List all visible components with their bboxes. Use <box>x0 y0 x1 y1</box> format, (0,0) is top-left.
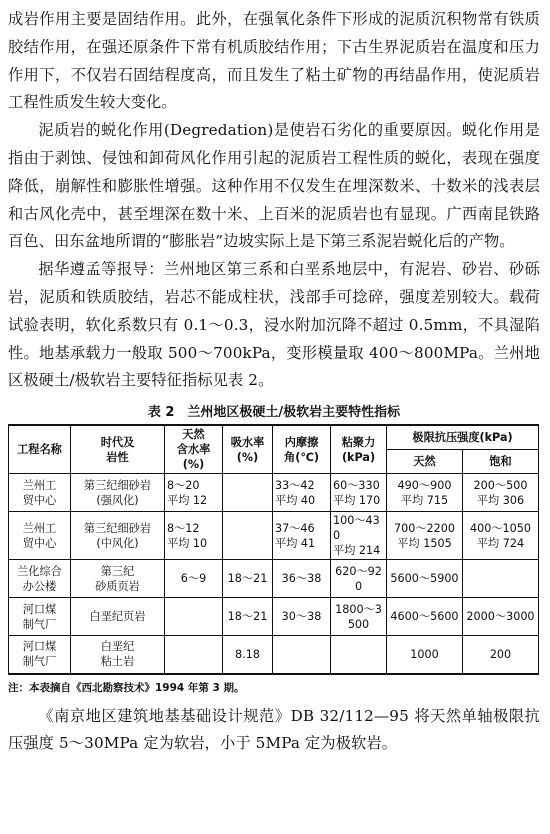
cell-text: 33～42 <box>275 478 315 492</box>
cell-text: 砂质页岩 <box>95 579 140 593</box>
cell-natural <box>387 560 463 598</box>
cell-text: (强风化) <box>96 493 139 507</box>
cell-text: 兰州工 <box>22 521 57 535</box>
cell-text: 平均 41 <box>275 536 316 550</box>
cell-cohesion <box>331 560 387 598</box>
cell-moisture <box>165 598 223 636</box>
paragraph-nanjing-code: 《南京地区建筑地基基础设计规范》DB 32/112—95 将天然单轴极限抗压强度 5～30MPa 定为软岩，小于 5MPa 定为极软岩。 <box>8 706 540 753</box>
cell-cohesion <box>331 512 387 560</box>
cell-moisture <box>165 512 223 560</box>
cell-text: 400～1050 <box>469 521 531 535</box>
cell-natural <box>387 512 463 560</box>
header-era: 时代及 岩性 <box>71 425 165 474</box>
cell-moisture <box>165 474 223 512</box>
header-friction: 内摩擦 角(℃) <box>273 425 331 474</box>
cell-text: 200 <box>489 647 512 661</box>
cell-text: 制气厂 <box>22 617 57 631</box>
cell-friction <box>273 636 331 674</box>
cell-saturated <box>463 474 539 512</box>
cell-text: 平均 40 <box>275 493 316 507</box>
cell-friction <box>273 560 331 598</box>
cell-text: 办公楼 <box>22 579 57 593</box>
cell-absorption <box>223 598 273 636</box>
cell-text: 兰化综合 <box>17 564 62 578</box>
cell-text: 1000 <box>410 647 439 661</box>
cell-text: 30～38 <box>281 610 322 624</box>
cell-text: (中风化) <box>96 536 139 550</box>
cell-text: 700～2200 <box>393 521 455 535</box>
cell-text: 1800～3500 <box>335 602 382 631</box>
header-moisture: 天然 含水率 (%) <box>165 425 223 474</box>
cell-text: 18～21 <box>227 572 268 586</box>
cell-text: 620～920 <box>335 564 382 593</box>
cell-text: 白垩纪页岩 <box>89 610 146 624</box>
cell-natural <box>387 474 463 512</box>
paragraph-degradation: 泥质岩的蜕化作用(Degredation)是使岩石劣化的重要原因。蜕化作用是指由于剥蚀、侵蚀和卸荷风化作用引起的泥质岩工程性质的蜕化，表现在强度降低，崩解性和膨胀性增强。这种作用不仅发生在埋深数米、十数米的浅表层和古风化壳中，甚至埋深在数十米、上百米的泥质岩也有显现。广西南昆铁路百色、田东盆地所谓的“膨胀岩”边坡实际上是下第三系泥岩蜕化后的产物。 <box>8 121 540 251</box>
cell-saturated <box>463 512 539 560</box>
cell-era <box>71 512 165 560</box>
cell-era <box>71 636 165 674</box>
cell-era <box>71 598 165 636</box>
cell-text: 36～38 <box>281 572 322 586</box>
cell-text: 8.18 <box>235 647 260 661</box>
cell-text: 200～500 <box>473 478 528 492</box>
cell-era <box>71 560 165 598</box>
table-title: 表 2 兰州地区极硬土/极软岩主要特性指标 <box>147 405 401 421</box>
table-body <box>9 474 539 674</box>
cell-friction <box>273 512 331 560</box>
table-row <box>9 512 539 560</box>
cell-text: 第三纪细砂岩 <box>83 521 152 535</box>
header-cohesion: 粘聚力 (kPa) <box>331 425 387 474</box>
cell-absorption <box>223 474 273 512</box>
cell-text: 18～21 <box>227 610 268 624</box>
cell-text: 平均 724 <box>476 536 525 550</box>
cell-text: 8～12 <box>167 521 200 535</box>
cell-text: 平均 12 <box>167 493 208 507</box>
header-absorption: 吸水率 (%) <box>223 425 273 474</box>
cell-cohesion <box>331 636 387 674</box>
cell-text: 第三纪细砂岩 <box>83 478 152 492</box>
cell-text: 平均 214 <box>333 544 381 558</box>
cell-text: 8～20 <box>167 478 200 492</box>
cell-text: 6～9 <box>180 572 207 586</box>
header-name: 工程名称 <box>9 425 71 474</box>
cell-text: 4600～5600 <box>390 610 459 624</box>
cell-moisture <box>165 560 223 598</box>
cell-text: 60～330 <box>333 478 380 492</box>
cell-text: 37～46 <box>275 521 315 535</box>
cell-name <box>9 512 71 560</box>
table-row <box>9 636 539 674</box>
cell-text: 贸中心 <box>22 493 57 507</box>
table-row <box>9 560 539 598</box>
cell-absorption <box>223 560 273 598</box>
cell-text: 河口煤 <box>22 640 57 654</box>
table-row <box>9 598 539 636</box>
cell-text: 平均 170 <box>333 493 381 507</box>
cell-moisture <box>165 636 223 674</box>
cell-cohesion <box>331 598 387 636</box>
cell-natural <box>387 636 463 674</box>
cell-saturated <box>463 598 539 636</box>
cell-text: 白垩纪 <box>100 640 135 654</box>
header-saturated: 饱和 <box>463 450 539 474</box>
header-natural: 天然 <box>387 450 463 474</box>
cell-absorption <box>223 636 273 674</box>
cell-cohesion <box>331 474 387 512</box>
paragraph-diagenesis: 成岩作用主要是固结作用。此外，在强氧化条件下形成的泥质沉积物常有铁质胶结作用，在强还原条件下常有机质胶结作用；下古生界泥质岩在温度和压力作用下，不仅岩石固结程度高，而且发生了粘土矿物的再结晶作用，使泥质岩工程性质发生较大变化。 <box>8 10 540 112</box>
cell-text: 2000～3000 <box>466 610 535 624</box>
cell-text: 兰州工 <box>22 478 57 492</box>
cell-saturated <box>463 636 539 674</box>
header-strength: 极限抗压强度(kPa) <box>387 425 539 450</box>
cell-name <box>9 598 71 636</box>
cell-text: 490～900 <box>397 478 452 492</box>
cell-friction <box>273 474 331 512</box>
cell-natural <box>387 598 463 636</box>
cell-name <box>9 474 71 512</box>
cell-text: 平均 10 <box>167 536 208 550</box>
cell-era <box>71 474 165 512</box>
properties-table <box>8 424 539 675</box>
paragraph-lanzhou-report: 据华遵孟等报导：兰州地区第三系和白垩系地层中，有泥岩、砂岩、砂砾岩，泥质和铁质胶结，岩芯不能成柱状，浅部手可捻碎，强度差别较大。载荷试验表明，软化系数只有 0.1～0.3，浸水附加沉降不超过 0.5mm，不具湿陷性。地基承载力一般取 500～700kPa，变形模量取 400～800MPa。兰州地区极硬土/极软岩主要特征指标见表 2。 <box>8 260 540 390</box>
cell-text: 第三纪 <box>100 564 135 578</box>
cell-name <box>9 636 71 674</box>
table-note: 注：本表摘自《西北勘察技术》1994 年第 3 期。 <box>8 681 245 694</box>
cell-text: 100～430 <box>333 514 380 543</box>
cell-friction <box>273 598 331 636</box>
cell-absorption <box>223 512 273 560</box>
cell-saturated <box>463 560 539 598</box>
cell-text: 粘土岩 <box>100 655 135 669</box>
cell-text: 制气厂 <box>22 655 57 669</box>
cell-text: 平均 1505 <box>397 536 452 550</box>
cell-text: 平均 306 <box>476 493 525 507</box>
cell-text: 平均 715 <box>400 493 449 507</box>
cell-name <box>9 560 71 598</box>
cell-text: 5600～5900 <box>390 572 459 586</box>
table-row <box>9 474 539 512</box>
cell-text: 河口煤 <box>22 602 57 616</box>
cell-text: 贸中心 <box>22 536 57 550</box>
